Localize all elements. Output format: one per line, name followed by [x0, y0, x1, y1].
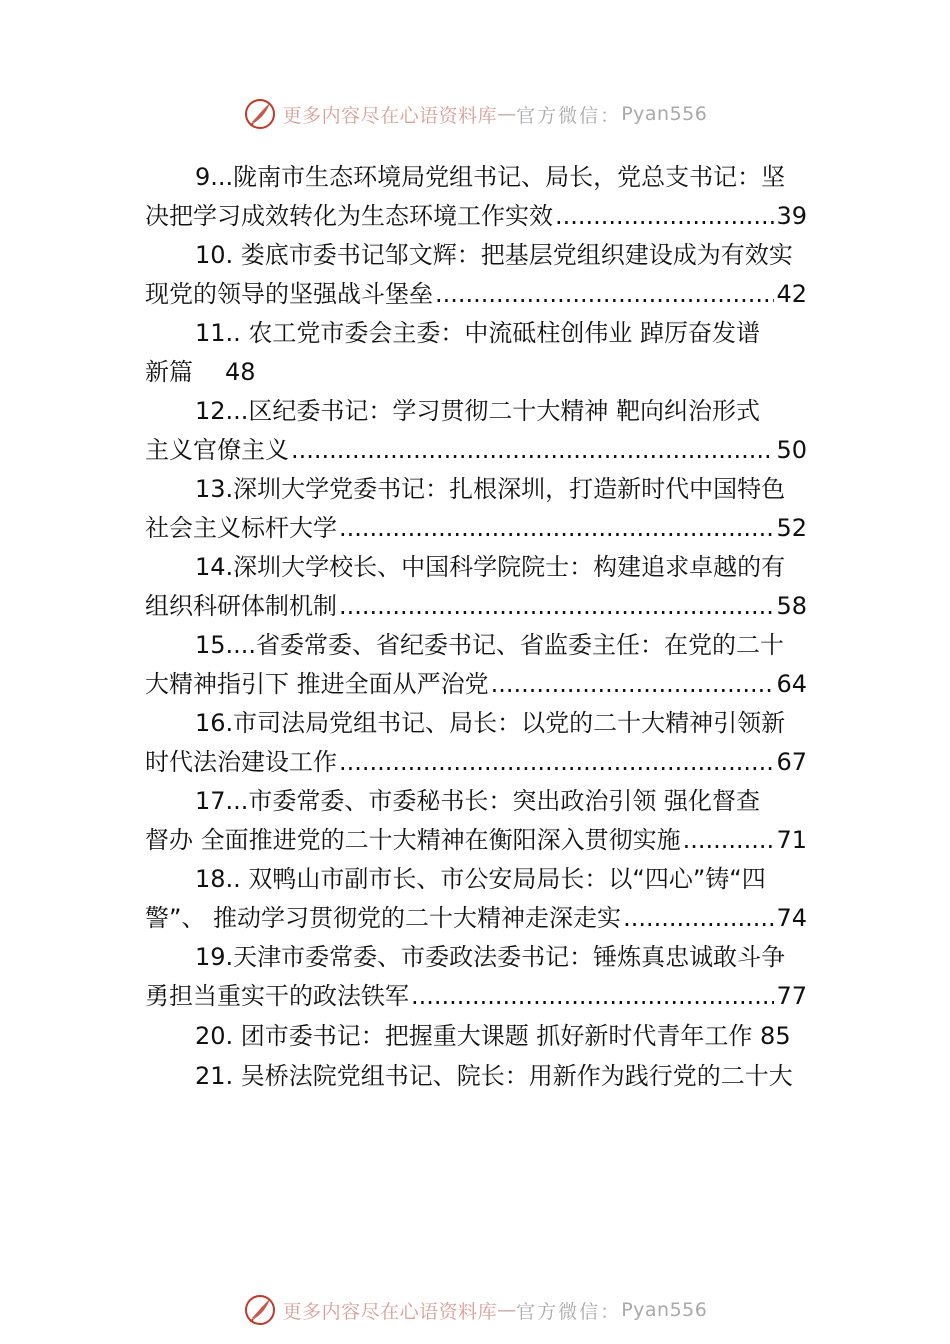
- toc-entry[interactable]: [145, 236, 807, 314]
- banner-sub-text: 官方微信：: [516, 1300, 622, 1323]
- toc-page-number: 39: [776, 202, 807, 230]
- toc-entry-single[interactable]: 21. 吴桥法院党组书记、院长：用新作为践行党的二十大: [195, 1062, 793, 1090]
- toc-entry-title-cont: 警”、 推动学习贯彻党的二十大精神走深走实: [145, 904, 622, 932]
- banner-wechat-id: Pyan556: [621, 1299, 708, 1321]
- toc-entry-title-cont: 主义官僚主义: [145, 436, 289, 464]
- banner-wechat-id: Pyan556: [621, 103, 708, 125]
- toc-entry-title: 12...区纪委书记：学习贯彻二十大精神 靶向纠治形式: [195, 397, 761, 425]
- toc-entry-single[interactable]: 20. 团市委书记：把握重大课题 抓好新时代青年工作 85: [195, 1022, 791, 1050]
- toc-leader-dots: [339, 509, 774, 548]
- banner-main-text: 更多内容尽在心语资料库: [282, 1300, 498, 1323]
- toc-entry[interactable]: [145, 470, 807, 548]
- toc-entry-title: 14.深圳大学校长、中国科学院院士：构建追求卓越的有: [195, 553, 786, 581]
- toc-leader-dots: [491, 665, 775, 704]
- toc-entry-title-cont: 新篇: [145, 358, 193, 386]
- toc-entry-title-cont: 勇担当重实干的政法铁军: [145, 982, 409, 1010]
- toc-entry-title-cont: 现党的领导的坚强战斗堡垒: [145, 280, 433, 308]
- toc-entry[interactable]: [145, 548, 807, 626]
- toc-entry-title: 11.. 农工党市委会主委：中流砥柱创伟业 踔厉奋发谱: [195, 319, 761, 347]
- toc-entry-title-cont: 督办 全面推进党的二十大精神在衡阳深入贯彻实施: [145, 826, 681, 854]
- toc-entry-title: 15....省委常委、省纪委书记、省监委主任：在党的二十: [195, 631, 785, 659]
- toc-page-number: 52: [776, 514, 807, 542]
- toc-page-number: 67: [776, 748, 807, 776]
- banner-dash: —: [497, 1299, 517, 1321]
- toc-entry-title-cont: 社会主义标杆大学: [145, 514, 337, 542]
- toc-entry[interactable]: [145, 158, 807, 236]
- toc-entry-title: 16.市司法局党组书记、局长：以党的二十大精神引领新: [195, 709, 786, 737]
- toc-page-number: 77: [776, 982, 807, 1010]
- toc-page-number: 42: [776, 280, 807, 308]
- toc-leader-dots: [339, 587, 774, 626]
- header-banner: [0, 94, 950, 134]
- toc-entry[interactable]: [145, 860, 807, 938]
- toc-leader-dots: [411, 977, 774, 1016]
- toc-leader-dots: [291, 431, 774, 470]
- toc-entry[interactable]: [145, 314, 807, 392]
- toc-leader-dots: [339, 743, 774, 782]
- toc-page-number: 58: [776, 592, 807, 620]
- toc-entry-title-cont: 大精神指引下 推进全面从严治党: [145, 670, 489, 698]
- toc-entry-title: 13.深圳大学党委书记：扎根深圳，打造新时代中国特色: [195, 475, 786, 503]
- banner-main-text: 更多内容尽在心语资料库: [282, 104, 498, 127]
- toc-leader-dots: [555, 197, 774, 236]
- toc-entry[interactable]: [145, 704, 807, 782]
- banner-sub-text: 官方微信：: [516, 104, 622, 127]
- toc-leader-dots: [435, 275, 774, 314]
- toc-entry[interactable]: [145, 626, 807, 704]
- toc-entry-title: 9...陇南市生态环境局党组书记、局长，党总支书记：坚: [195, 163, 786, 191]
- table-of-contents: [145, 158, 807, 1096]
- quill-logo-icon: [243, 1293, 277, 1327]
- toc-leader-dots: [623, 899, 774, 938]
- toc-page-number: 71: [776, 826, 807, 854]
- toc-entry-title: 10. 娄底市委书记邹文辉：把基层党组织建设成为有效实: [195, 241, 793, 269]
- footer-banner: [0, 1290, 950, 1330]
- toc-entry-title-cont: 时代法治建设工作: [145, 748, 337, 776]
- banner-dash: —: [497, 103, 517, 125]
- toc-entry-title-cont: 组织科研体制机制: [145, 592, 337, 620]
- toc-entry-title-cont: 决把学习成效转化为生态环境工作实效: [145, 202, 553, 230]
- toc-entry[interactable]: [145, 392, 807, 470]
- toc-leader-dots: [683, 821, 775, 860]
- toc-entry-title: 17...市委常委、市委秘书长：突出政治引领 强化督查: [195, 787, 761, 815]
- toc-entry[interactable]: [145, 782, 807, 860]
- toc-page-number: 74: [776, 904, 807, 932]
- toc-entry[interactable]: [145, 938, 807, 1016]
- toc-entry-title: 19.天津市委常委、市委政法委书记：锤炼真忠诚敢斗争: [195, 943, 786, 971]
- toc-page-number: 64: [776, 670, 807, 698]
- toc-page-number: 50: [776, 436, 807, 464]
- toc-page-number: 48: [225, 358, 256, 386]
- quill-logo-icon: [243, 97, 277, 131]
- toc-entry-title: 18.. 双鸭山市副市长、市公安局局长：以“四心”铸“四: [195, 865, 766, 893]
